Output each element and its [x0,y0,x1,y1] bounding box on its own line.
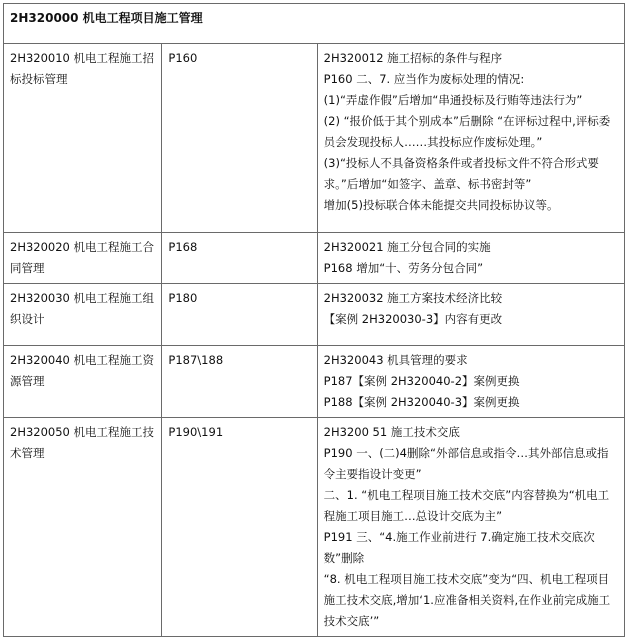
chapter-title: 2H320000 机电工程项目施工管理 [4,4,625,44]
change-line: 2H320021 施工分包合同的实施 [323,240,491,254]
change-line: 2H320012 施工招标的条件与程序 [323,51,503,65]
table-row [4,284,625,346]
change-line: P191 三、“4.施工作业前进行 7.确定施工技术交底次数”删除 [323,530,595,565]
page-cell: P168 [162,233,317,284]
table-row [4,44,625,233]
change-line: P188【案例 2H320040-3】案例更换 [323,395,520,409]
page-cell: P187\188 [162,346,317,418]
changes-cell [317,418,624,637]
change-line: 2H3200 51 施工技术交底 [323,425,460,439]
section-cell: 2H320020 机电工程施工合同管理 [4,233,162,284]
page-cell: P160 [162,44,317,233]
changes-cell [317,233,624,284]
change-line: P187【案例 2H320040-2】案例更换 [323,374,520,388]
section-cell: 2H320050 机电工程施工技术管理 [4,418,162,637]
changes-cell [317,284,624,346]
header-row [4,4,625,44]
page-cell: P190\191 [162,418,317,637]
change-line: 【案例 2H320030-3】内容有更改 [323,312,503,326]
section-cell: 2H320010 机电工程施工招标投标管理 [4,44,162,233]
table-row [4,418,625,637]
change-line: P168 增加“十、劳务分包合同” [323,261,484,275]
change-line: 2H320043 机具管理的要求 [323,353,468,367]
page-cell: P180 [162,284,317,346]
change-line: (1)“弄虚作假”后增加“串通投标及行贿等违法行为” [323,93,583,107]
change-line: 二、1. “机电工程项目施工技术交底”内容替换为“机电工程施工项目施工…总设计交底为主” [323,488,610,523]
change-line: (2) “报价低于其个别成本”后删除 “在评标过程中,评标委员会发现投标人……其投标应作废标处理。” [323,114,611,149]
changes-cell [317,44,624,233]
change-line: 2H320032 施工方案技术经济比较 [323,291,503,305]
section-cell: 2H320030 机电工程施工组织设计 [4,284,162,346]
table-row [4,346,625,418]
change-line: 增加(5)投标联合体未能提交共同投标协议等。 [323,198,559,212]
change-line: “8. 机电工程项目施工技术交底”变为“四、机电工程项目施工技术交底,增加‘1.应准备相关资料,在作业前完成施工技术交底’” [323,572,611,628]
changes-cell [317,346,624,418]
change-line: P190 一、(二)4删除“外部信息或指令…其外部信息或指令主要指设计变更” [323,446,609,481]
change-line: (3)“投标人不具备资格条件或者投标文件不符合形式要求。”后增加“如签字、盖章、标书密封等” [323,156,599,191]
change-line: P160 二、7. 应当作为废标处理的情况: [323,72,525,86]
errata-table-body [4,4,625,637]
errata-table [3,3,625,637]
table-row [4,233,625,284]
section-cell: 2H320040 机电工程施工资源管理 [4,346,162,418]
